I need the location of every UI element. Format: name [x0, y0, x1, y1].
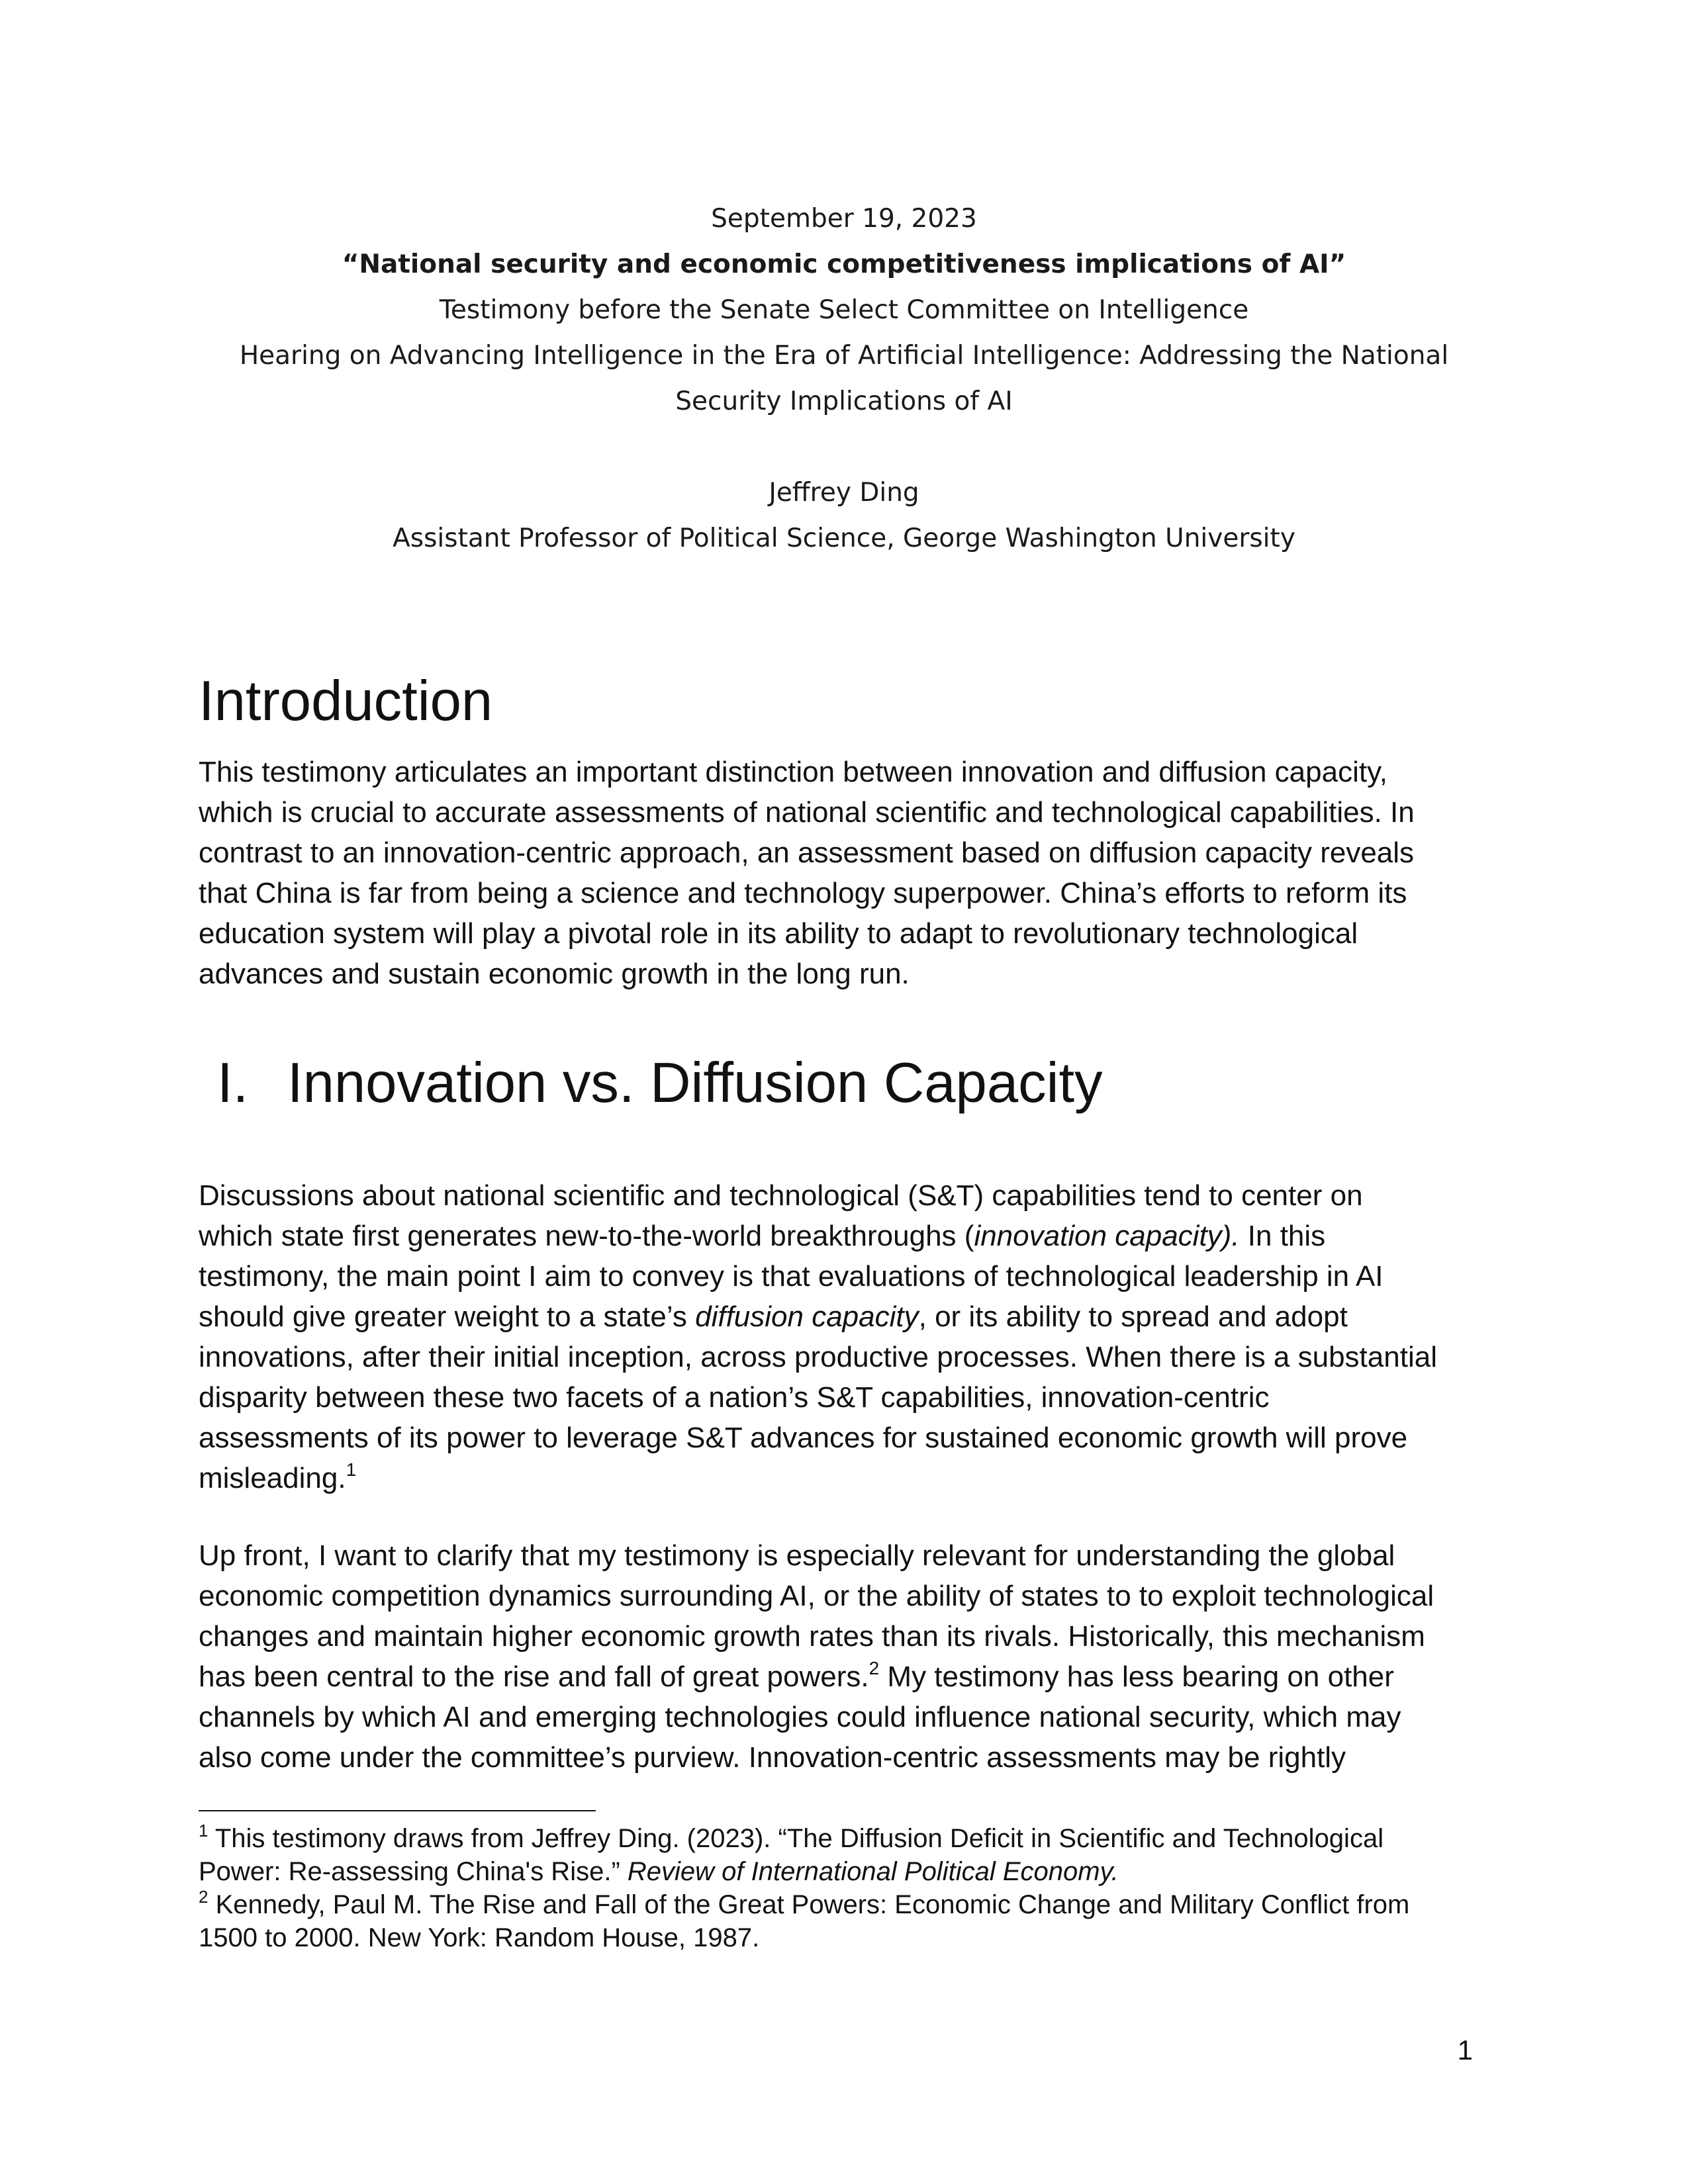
footnote-1-line-1: [199, 1822, 1496, 1855]
paragraph-line: education system will play a pivotal role in its ability to adapt to revolutionary technological: [199, 917, 1358, 950]
section-title: Innovation vs. Diffusion Capacity: [287, 1052, 1103, 1115]
introduction-paragraph: [199, 752, 1496, 994]
paragraph-line: [199, 1657, 1496, 1697]
text-run: In this: [1239, 1220, 1326, 1252]
footnote-2-line-1: [199, 1888, 1496, 1921]
paragraph-line: This testimony articulates an important distinction between innovation and diffusion capacity,: [199, 756, 1388, 788]
paragraph-line: [199, 1216, 1496, 1256]
section-1-heading: [199, 1050, 1103, 1116]
footnote-2-line-2: 1500 to 2000. New York: Random House, 1987.: [199, 1923, 760, 1952]
header-spacer: [185, 424, 1503, 470]
journal-title: Review of International Political Economy.: [627, 1857, 1119, 1886]
testimony-title: “National security and economic competitiveness implications of AI”: [342, 250, 1346, 279]
text-run: This testimony draws from Jeffrey Ding. (2023). “The Diffusion Deficit in Scientific and Technological: [208, 1824, 1384, 1853]
footnote-ref-2[interactable]: 2: [868, 1658, 880, 1678]
paragraph-line: Discussions about national scientific and technological (S&T) capabilities tend to center on: [199, 1179, 1363, 1212]
paragraph-line: changes and maintain higher economic growth rates than its rivals. Historically, this mechanism: [199, 1620, 1425, 1653]
paragraph-line: which is crucial to accurate assessments of national scientific and technological capabilities. In: [199, 796, 1415, 829]
author-name: Jeffrey Ding: [769, 478, 919, 508]
footnote-separator: [199, 1810, 596, 1811]
footnote-1-line-2: [199, 1855, 1496, 1888]
paragraph-line: contrast to an innovation-centric approach, an assessment based on diffusion capacity reveals: [199, 837, 1415, 869]
paragraph-line: economic competition dynamics surrounding AI, or the ability of states to to exploit technological: [199, 1580, 1434, 1612]
testimony-header: [185, 196, 1503, 561]
page-number: 1: [1457, 2034, 1473, 2066]
paragraph-line: also come under the committee’s purview. Innovation-centric assessments may be rightly: [199, 1741, 1346, 1774]
text-run: Power: Re-assessing China's Rise.”: [199, 1857, 628, 1886]
emphasis-text: innovation capacity).: [974, 1220, 1240, 1252]
paragraph-line: disparity between these two facets of a nation’s S&T capabilities, innovation-centric: [199, 1381, 1270, 1414]
section-1-paragraph-1: [199, 1175, 1496, 1498]
footnote-marker: 1: [199, 1821, 209, 1841]
testimony-venue: Testimony before the Senate Select Committee on Intelligence: [439, 295, 1249, 325]
paragraph-line: channels by which AI and emerging technologies could influence national security, which may: [199, 1701, 1401, 1733]
footnote-ref-1[interactable]: 1: [346, 1459, 357, 1480]
text-run: has been central to the rise and fall of great powers.: [199, 1661, 869, 1693]
text-run: Kennedy, Paul M. The Rise and Fall of the Great Powers: Economic Change and Military Conflict from: [208, 1890, 1410, 1919]
paragraph-line: that China is far from being a science and technology superpower. China’s efforts to reform its: [199, 877, 1407, 909]
emphasis-text: diffusion capacity: [695, 1300, 919, 1333]
text-run: , or its ability to spread and adopt: [918, 1300, 1348, 1333]
paragraph-line: testimony, the main point I aim to convey is that evaluations of technological leadership in AI: [199, 1260, 1383, 1293]
section-1-paragraph-2: [199, 1535, 1496, 1778]
text-run: misleading.: [199, 1462, 346, 1494]
paragraph-line: advances and sustain economic growth in the long run.: [199, 958, 910, 990]
footnote-marker: 2: [199, 1887, 209, 1907]
testimony-date: September 19, 2023: [711, 204, 977, 234]
footnotes: [199, 1822, 1496, 1954]
paragraph-line: assessments of its power to leverage S&T advances for sustained economic growth will prove: [199, 1422, 1408, 1454]
text-run: My testimony has less bearing on other: [879, 1661, 1394, 1693]
text-run: which state first generates new-to-the-world breakthroughs (: [199, 1220, 974, 1252]
author-affiliation: Assistant Professor of Political Science, George Washington University: [393, 523, 1295, 553]
paragraph-line: innovations, after their initial inception, across productive processes. When there is a substantial: [199, 1341, 1437, 1373]
introduction-heading: Introduction: [199, 670, 493, 733]
text-run: should give greater weight to a state’s: [199, 1300, 696, 1333]
paragraph-line: [199, 1297, 1496, 1337]
hearing-title-line-1: Hearing on Advancing Intelligence in the Era of Artificial Intelligence: Addressing the National: [239, 341, 1449, 371]
paragraph-line: Up front, I want to clarify that my testimony is especially relevant for understanding the global: [199, 1539, 1395, 1572]
section-number: I.: [217, 1052, 249, 1115]
paragraph-line: [199, 1458, 1496, 1498]
hearing-title-line-2: Security Implications of AI: [675, 387, 1013, 416]
